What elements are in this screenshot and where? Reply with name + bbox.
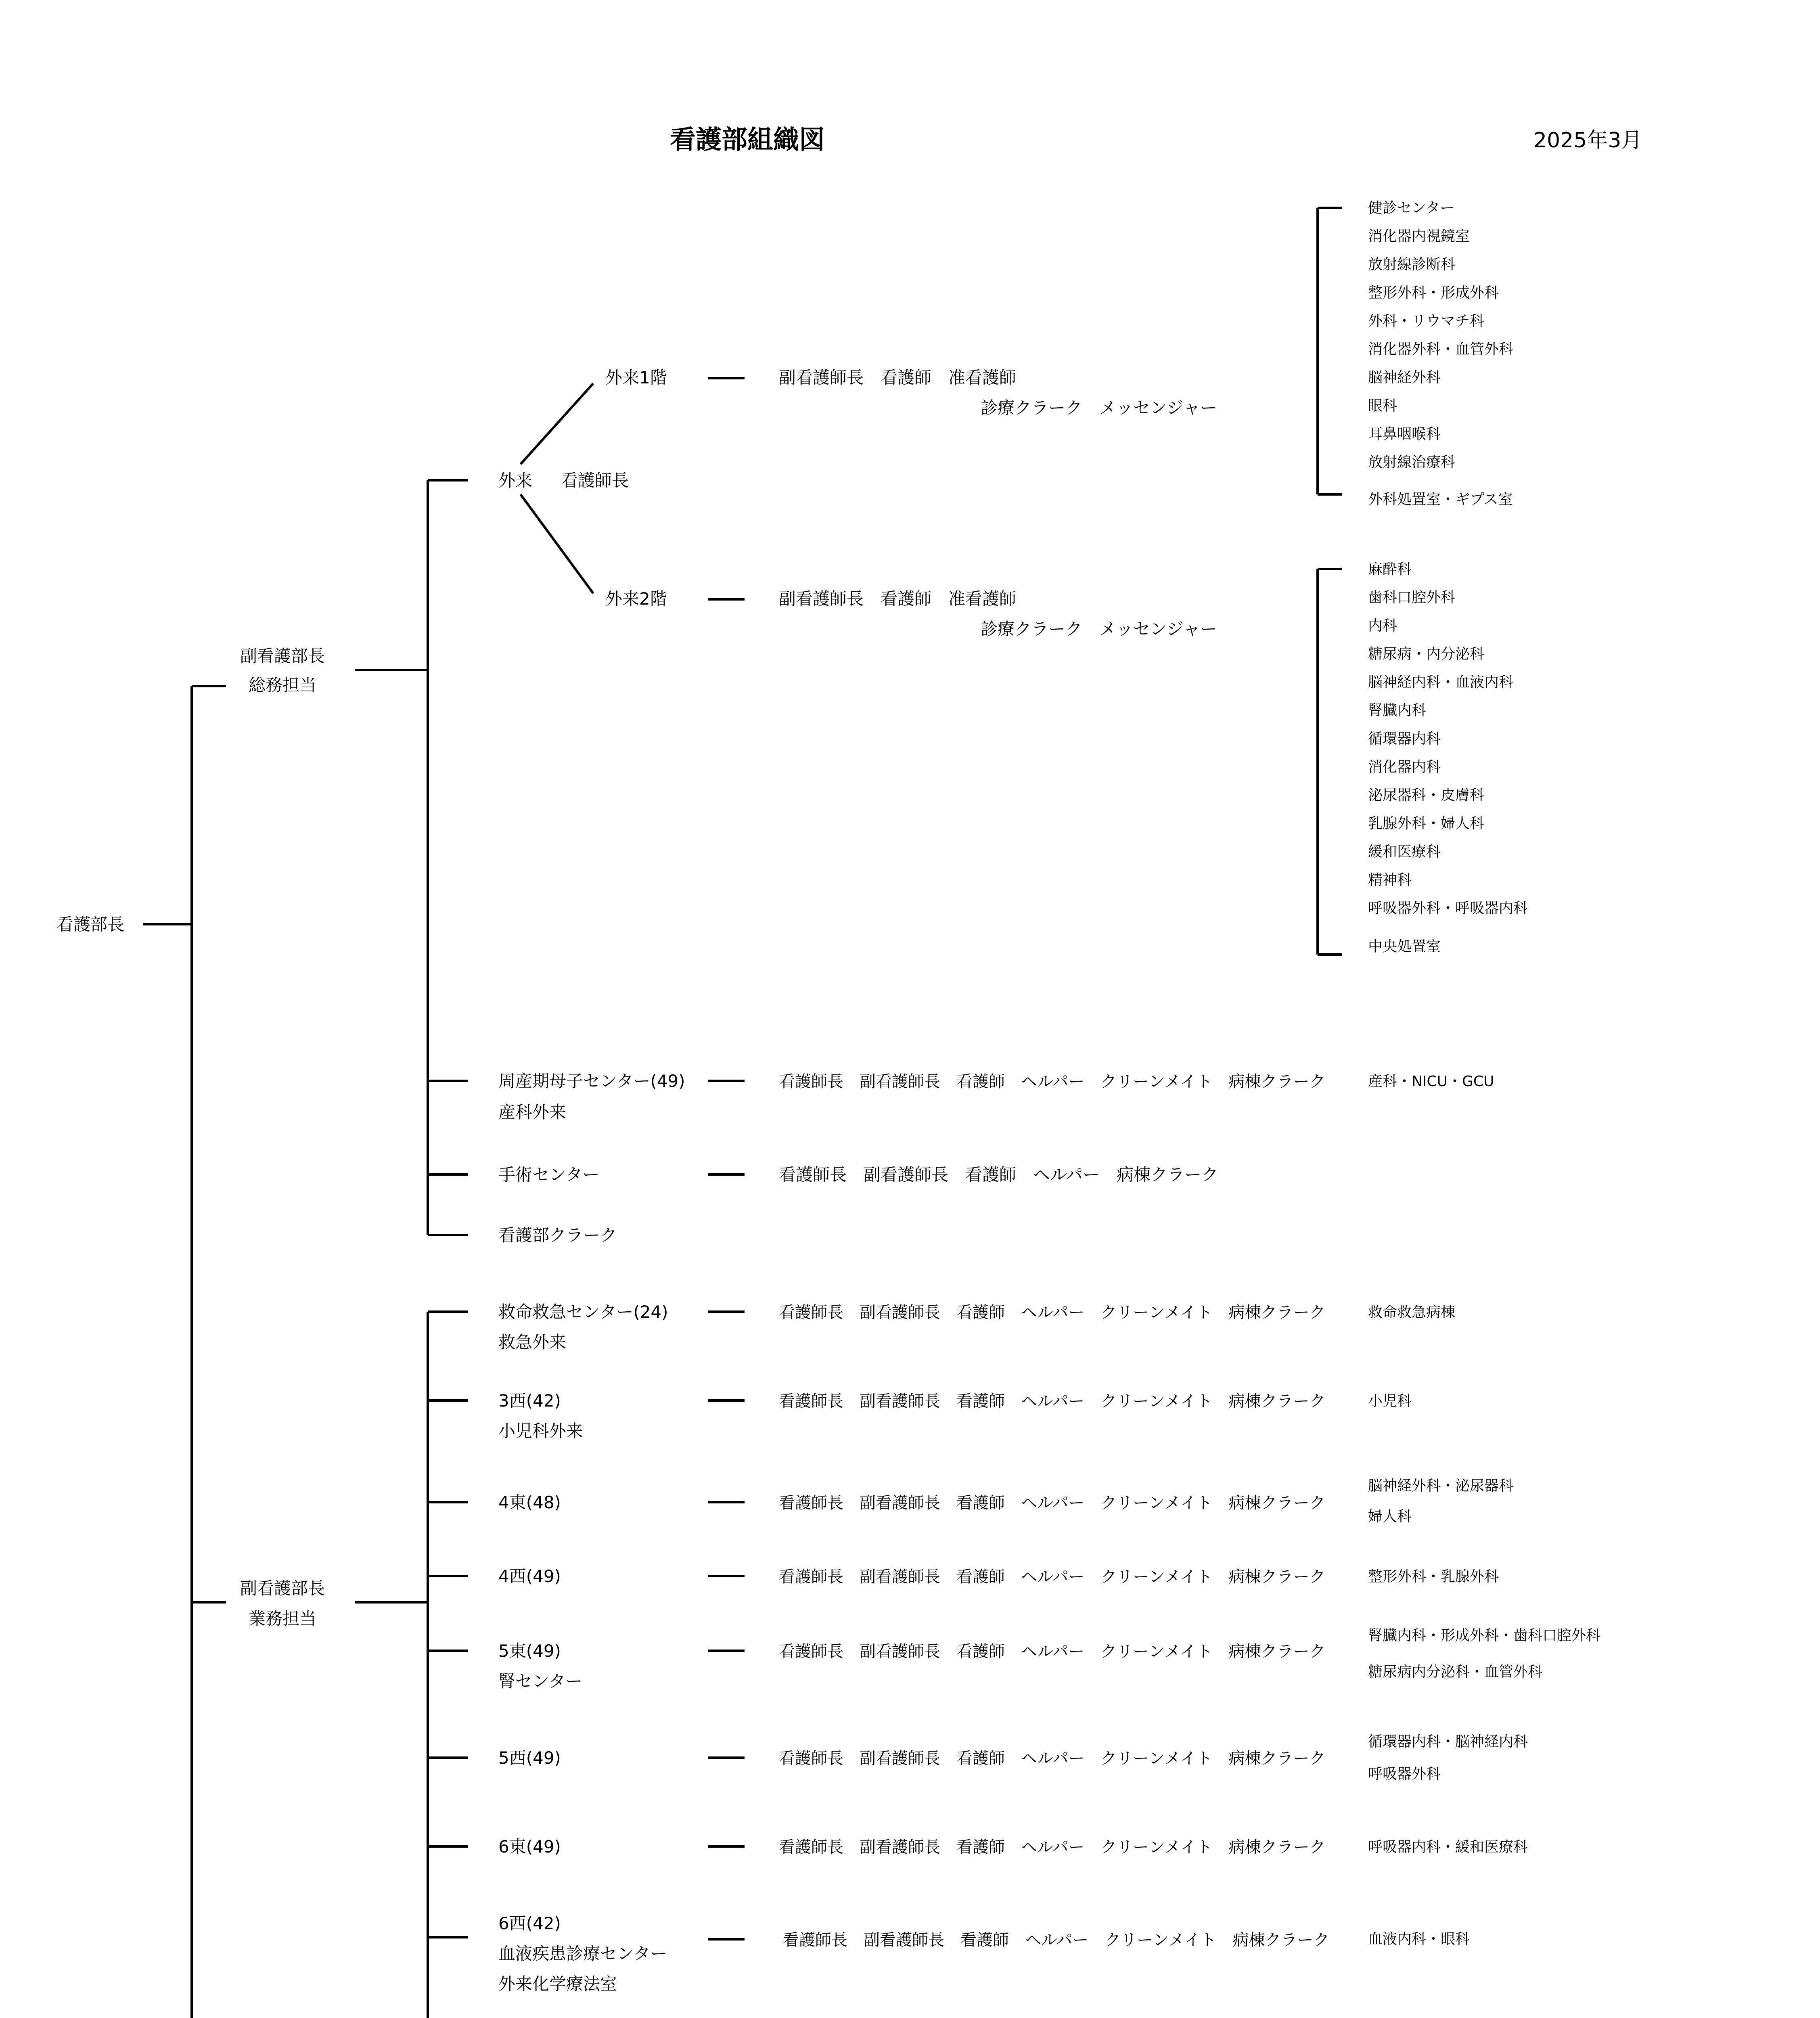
outpatient-floor1-clerk: 診療クラーク メッセンジャー — [981, 398, 1218, 418]
outpatient-floor1-staff: 副看護師長 看護師 准看護師 — [779, 368, 1017, 387]
deputy-general-title: 副看護部長 — [240, 646, 325, 666]
list-item: 腎臓内科 — [1368, 702, 1427, 719]
perinatal-center-staff: 看護師長 副看護師長 看護師 ヘルパー クリーンメイト 病棟クラーク — [779, 1072, 1326, 1091]
ward-dept: 循環器内科・脳神経内科 — [1368, 1733, 1528, 1750]
list-item: 消化器内科 — [1368, 759, 1441, 775]
ward-staff: 看護師長 副看護師長 看護師 ヘルパー クリーンメイト 病棟クラーク — [779, 1494, 1326, 1512]
ward-staff: 看護師長 副看護師長 看護師 ヘルパー クリーンメイト 病棟クラーク — [779, 1642, 1326, 1661]
ward-sublabel: 小児科外来 — [498, 1421, 584, 1441]
ward-dept: 脳神経外科・泌尿器科 — [1368, 1478, 1514, 1494]
list-item: 消化器外科・血管外科 — [1368, 341, 1514, 358]
ward-dept: 婦人科 — [1368, 1508, 1412, 1525]
list-item: 放射線治療科 — [1368, 454, 1456, 471]
ward-label: 6東(49) — [498, 1837, 561, 1857]
outpatient-label: 外来 — [498, 471, 533, 490]
list-item: 外科処置室・ギプス室 — [1368, 491, 1513, 508]
list-item: 泌尿器科・皮膚科 — [1368, 787, 1485, 804]
list-item: 精神科 — [1368, 872, 1412, 888]
perinatal-center-sub: 産科外来 — [498, 1102, 567, 1122]
ward-staff: 看護師長 副看護師長 看護師 ヘルパー クリーンメイト 病棟クラーク — [779, 1838, 1326, 1857]
ward-label: 5西(49) — [498, 1748, 561, 1768]
ward-label: 4西(49) — [498, 1566, 561, 1586]
deputy-operations-title: 副看護部長 — [240, 1578, 325, 1598]
list-item: 循環器内科 — [1368, 731, 1441, 747]
nursing-clerk-label: 看護部クラーク — [498, 1225, 617, 1245]
ward-dept: 呼吸器内科・緩和医療科 — [1368, 1839, 1528, 1855]
list-item: 眼科 — [1368, 398, 1397, 414]
list-item: 麻酔科 — [1368, 561, 1412, 578]
ward-staff: 看護師長 副看護師長 看護師 ヘルパー クリーンメイト 病棟クラーク — [779, 1392, 1326, 1411]
ward-label: 6西(42) — [498, 1913, 561, 1933]
list-item: 健診センター — [1368, 200, 1455, 216]
outpatient-floor2-clerk: 診療クラーク メッセンジャー — [981, 619, 1218, 639]
ward-label: 救命救急センター(24) — [498, 1302, 668, 1322]
ward-dept: 血液内科・眼科 — [1368, 1931, 1470, 1947]
list-item: 放射線診断科 — [1368, 256, 1456, 273]
list-item: 糖尿病・内分泌科 — [1368, 646, 1485, 662]
list-item: 外科・リウマチ科 — [1368, 313, 1485, 329]
ward-dept: 呼吸器外科 — [1368, 1766, 1441, 1782]
list-item: 整形外科・形成外科 — [1368, 285, 1499, 301]
ward-label: 4東(48) — [498, 1493, 561, 1512]
ward-label: 5東(49) — [498, 1641, 561, 1661]
perinatal-center-dept: 産科・NICU・GCU — [1368, 1073, 1494, 1090]
outpatient-floor1-label: 外来1階 — [605, 368, 667, 387]
date-label: 2025年3月 — [1533, 128, 1642, 153]
outpatient-floor2-label: 外来2階 — [605, 589, 667, 609]
ward-dept: 救命救急病棟 — [1368, 1304, 1456, 1321]
list-item: 耳鼻咽喉科 — [1368, 426, 1441, 442]
page-title: 看護部組織図 — [670, 125, 825, 155]
deputy-operations-role: 業務担当 — [248, 1609, 316, 1629]
ward-label: 3西(42) — [498, 1391, 561, 1411]
list-item: 乳腺外科・婦人科 — [1368, 815, 1485, 832]
deputy-general-role: 総務担当 — [248, 675, 316, 695]
ward-sublabel: 外来化学療法室 — [498, 1974, 617, 1994]
ward-dept: 糖尿病内分泌科・血管外科 — [1368, 1664, 1543, 1680]
ward-dept: 整形外科・乳腺外科 — [1368, 1568, 1499, 1585]
ward-staff: 看護師長 副看護師長 看護師 ヘルパー クリーンメイト 病棟クラーク — [779, 1303, 1326, 1322]
outpatient-head: 看護師長 — [561, 471, 629, 490]
list-item: 脳神経内科・血液内科 — [1368, 674, 1514, 691]
list-item: 緩和医療科 — [1368, 844, 1441, 860]
ward-dept: 小児科 — [1368, 1393, 1412, 1409]
ward-dept: 腎臓内科・形成外科・歯科口腔外科 — [1368, 1627, 1601, 1644]
list-item: 中央処置室 — [1368, 938, 1441, 955]
ward-sublabel: 血液疾患診療センター — [498, 1944, 667, 1964]
list-item: 消化器内視鏡室 — [1368, 228, 1470, 245]
ward-sublabel: 救急外来 — [498, 1332, 567, 1352]
outpatient-floor2-staff: 副看護師長 看護師 准看護師 — [779, 589, 1017, 609]
list-item: 呼吸器外科・呼吸器内科 — [1368, 900, 1528, 917]
ward-staff: 看護師長 副看護師長 看護師 ヘルパー クリーンメイト 病棟クラーク — [779, 1749, 1326, 1768]
list-item: 内科 — [1368, 618, 1397, 634]
ward-sublabel: 腎センター — [498, 1671, 583, 1691]
list-item: 脳神経外科 — [1368, 369, 1441, 386]
list-item: 歯科口腔外科 — [1368, 589, 1456, 606]
surgery-center-staff: 看護師長 副看護師長 看護師 ヘルパー 病棟クラーク — [779, 1165, 1219, 1185]
surgery-center-label: 手術センター — [498, 1165, 600, 1185]
director-of-nursing: 看護部長 — [56, 915, 125, 934]
ward-staff: 看護師長 副看護師長 看護師 ヘルパー クリーンメイト 病棟クラーク — [779, 1568, 1326, 1586]
perinatal-center-label: 周産期母子センター(49) — [498, 1071, 685, 1091]
ward-staff: 看護師長 副看護師長 看護師 ヘルパー クリーンメイト 病棟クラーク — [783, 1931, 1330, 1949]
